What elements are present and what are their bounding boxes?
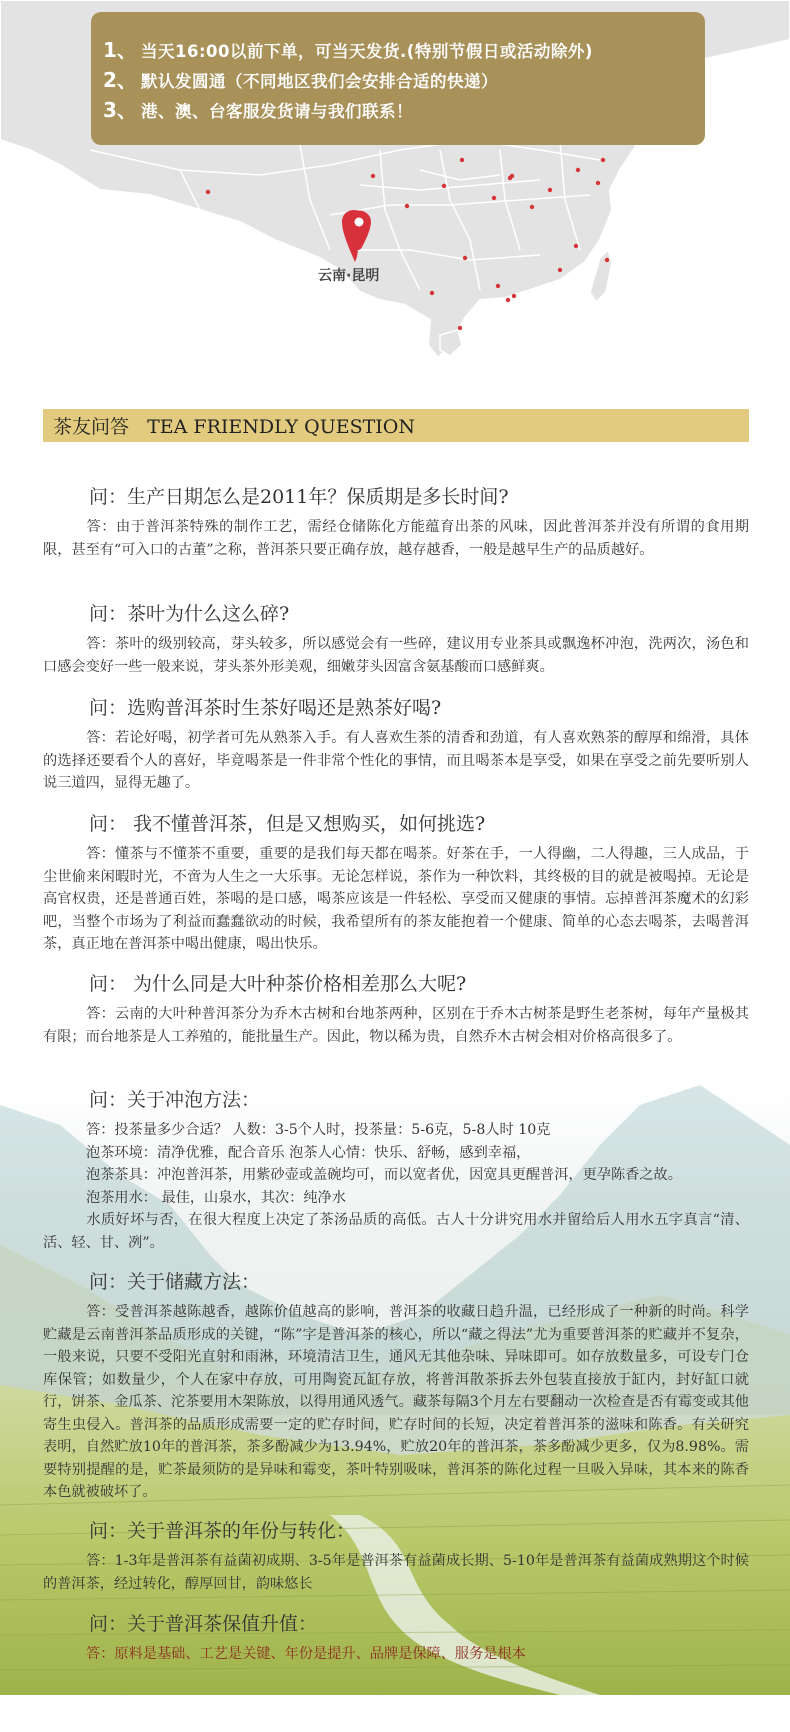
answer-line: 泡茶用水： 最佳，山泉水，其次：纯净水 — [86, 1189, 346, 1206]
section-title: 茶友问答 TEA FRIENDLY QUESTION — [53, 416, 415, 438]
answer-line: 泡茶茶具：冲泡普洱茶，用紫砂壶或盖碗均可，而以宽者优，因宽具更醒普洱，更孕陈香之故。 — [86, 1167, 682, 1183]
question: 问：关于普洱茶的年份与转化： — [89, 1520, 356, 1542]
answer-line: 泡茶环境：清净优雅，配合音乐 泡茶人心情：快乐、舒畅，感到幸福， — [86, 1144, 531, 1161]
answer: 水质好坏与否，在很大程度上决定了茶汤品质的高低。古人十分讲究用水并留给后人用水五字真言“清、活、轻、甘、冽”。 — [43, 1212, 749, 1251]
qa-item — [43, 695, 749, 795]
question: 问：关于冲泡方法： — [89, 1089, 261, 1111]
notice-text: 默认发圆通（不同地区我们会安排合适的快递） — [141, 72, 498, 91]
answer: 答：原料是基础、工艺是关键、年份是提升、品牌是保障、服务是根本 — [86, 1646, 526, 1662]
answer: 答：若论好喝，初学者可先从熟茶入手。有人喜欢生茶的清香和劲道，有人喜欢熟茶的醇厚和绵滑，具体的选择还要看个人的喜好，毕竟喝茶是一件非常个性化的事情，而且喝茶本是享受，如果在享受之前先要听别人说三道四，显得无趣了。 — [43, 730, 749, 791]
question: 问： 我不懂普洱茶，但是又想购买，如何挑选? — [89, 813, 486, 835]
answer-line: 答：投茶量多少合适？ 人数：3-5个人时，投茶量：5-6克，5-8人时 10克 — [86, 1122, 551, 1138]
shipping-map-section — [0, 0, 790, 370]
answer: 答：懂茶与不懂茶不重要，重要的是我们每天都在喝茶。好茶在手，一人得幽，二人得趣，三人成品，于尘世偷来闲暇时光，不啻为人生之一大乐事。无论怎样说，茶作为一种饮料，其终极的目的就是被喝掉。无论是高官权贵，还是普通百姓，茶喝的是口感，喝茶应该是一件轻松、享受而又健康的事情。忘掉普洱茶魔术的幻彩吧，当整个市场为了利益而蠢蠢欲动的时候，我希望所有的茶友能抱着一个健康、简单的心态去喝茶，去喝普洱茶，真正地在普洱茶中喝出健康，喝出快乐。 — [43, 846, 749, 952]
answer: 答：1-3年是普洱茶有益菌初成期、3-5年是普洱茶有益菌成长期、5-10年是普洱茶有益菌成熟期这个时候的普洱茶，经过转化，醇厚回甘，韵味悠长 — [43, 1553, 749, 1592]
question: 问：茶叶为什么这么碎? — [89, 603, 290, 625]
question: 问：生产日期怎么是2011年？保质期是多长时间? — [89, 486, 509, 508]
notice-item — [103, 64, 689, 94]
notice-number: 3、 — [103, 98, 137, 122]
notice-text: 当天16:00以前下单，可当天发货.(特别节假日或活动除外) — [141, 42, 593, 61]
section-header-bar — [43, 409, 749, 442]
footer-strip — [0, 1695, 790, 1732]
qa-item — [43, 971, 749, 1048]
answer: 答：云南的大叶种普洱茶分为乔木古树和台地茶两种，区别在于乔木古树茶是野生老茶树，每年产量极其有限；而台地茶是人工养殖的，能批量生产。因此，物以稀为贵，自然乔木古树会相对价格高很多了。 — [43, 1006, 749, 1045]
question: 问：关于储藏方法： — [89, 1271, 261, 1293]
qa-item — [43, 601, 749, 678]
qa-item — [43, 1518, 749, 1595]
notice-item — [103, 94, 689, 124]
qa-item — [43, 1087, 749, 1254]
question: 问：关于普洱茶保值升值： — [89, 1613, 318, 1635]
notice-text: 港、澳、台客服发货请与我们联系！ — [141, 102, 413, 121]
qa-item — [43, 484, 749, 561]
answer: 答：由于普洱茶特殊的制作工艺，需经仓储陈化方能蕴育出茶的风味，因此普洱茶并没有所谓的食用期限，甚至有“可入口的古董”之称，普洱茶只要正确存放，越存越香，一般是越早生产的品质越好。 — [43, 519, 749, 558]
qa-item — [43, 811, 749, 956]
answer: 答：茶叶的级别较高，芽头较多，所以感觉会有一些碎，建议用专业茶具或飘逸杯冲泡，洗两次，汤色和口感会变好一些一般来说，芽头茶外形美观，细嫩芽头因富含氨基酸而口感鲜爽。 — [43, 636, 749, 675]
notice-item — [103, 34, 689, 64]
question: 问： 为什么同是大叶种茶价格相差那么大呢? — [89, 973, 467, 995]
qa-item — [43, 1269, 749, 1504]
notice-number: 2、 — [103, 68, 137, 92]
answer: 答：受普洱茶越陈越香，越陈价值越高的影响，普洱茶的收藏日趋升温，已经形成了一种新的时尚。科学贮藏是云南普洱茶品质形成的关键，“陈”字是普洱茶的核心，所以“藏之得法”尤为重要普洱茶的贮藏并不复杂，一般来说，只要不受阳光直射和雨淋，环境清洁卫生，通风无其他杂味、异味即可。如存放数量多，可设专门仓库保管；如数量少，个人在家中存放，可用陶瓷瓦缸存放，将普洱散茶拆去外包装直接放于缸内，封好缸口就行，饼茶、金瓜茶、沱茶要用木架陈放，以得用通风透气。藏茶每隔3个月左右要翻动一次检查是否有霉变或其他寄生虫侵入。普洱茶的品质形成需要一定的贮存时间，贮存时间的长短，决定着普洱茶的滋味和陈香。有关研究表明，自然贮放10年的普洱茶，茶多酚减少为13.94%，贮放20年的普洱茶，茶多酚减少更多，仅为8.98%。需要特别提醒的是，贮茶最须防的是异味和霉变，茶叶特别吸味，普洱茶的陈化过程一旦吸入异味，其本来的陈香本色就被破坏了。 — [43, 1304, 749, 1500]
shipping-notice-box — [91, 12, 705, 145]
qa-item — [43, 1611, 749, 1666]
question: 问：选购普洱茶时生茶好喝还是熟茶好喝? — [89, 697, 442, 719]
notice-number: 1、 — [103, 38, 137, 62]
pin-location-label: 云南·昆明 — [318, 268, 380, 284]
